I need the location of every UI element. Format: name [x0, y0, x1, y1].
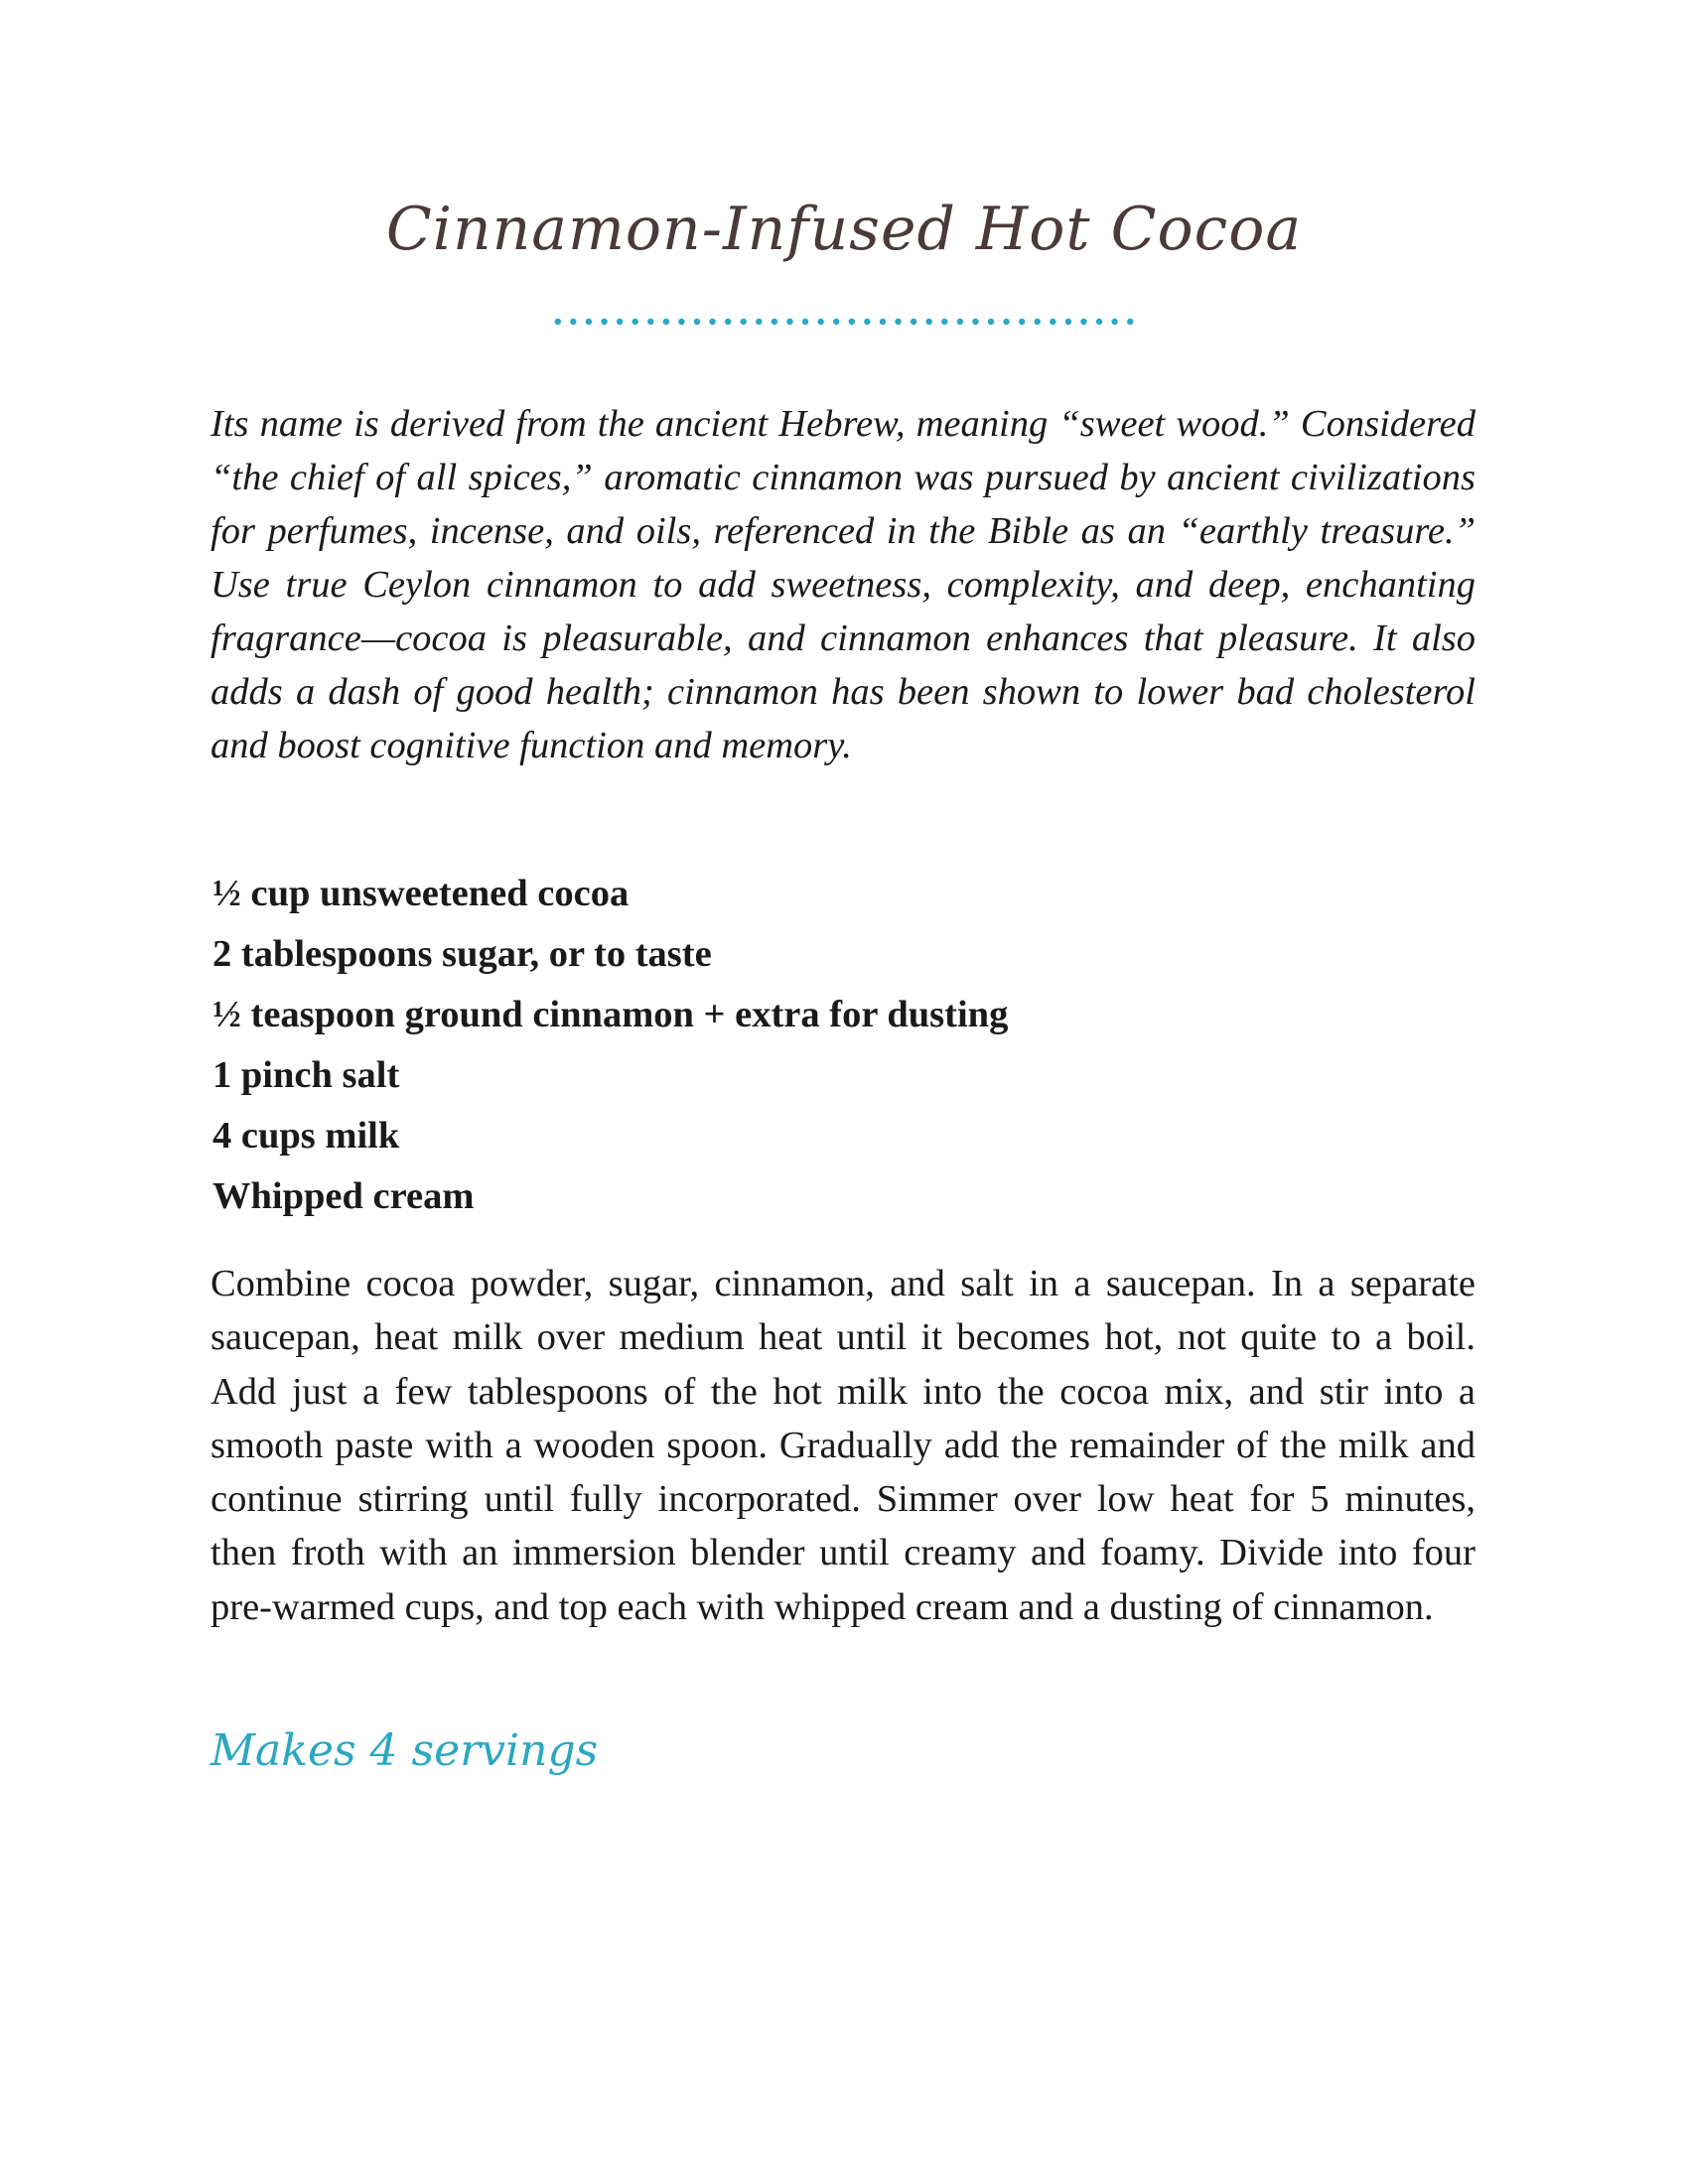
- ingredient-item: Whipped cream: [212, 1175, 475, 1217]
- divider-dot: [663, 319, 669, 325]
- divider-dot: [1111, 319, 1117, 325]
- divider-dot: [617, 319, 623, 325]
- divider-dot: [988, 319, 994, 325]
- recipe-intro: Its name is derived from the ancient Hebrew, meaning “sweet wood.” Considered “the chief of all spices,” aromatic cinnamon was pursued by ancient civilizations for perfumes, incense, and oils, referenced in the Bible as an “earthly treasure.” Use true Ceylon cinnamon to add sweetness, complexity, and deep, enchanting fragrance—cocoa is pleasurable, and cinnamon enhances that pleasure. It also adds a dash of good health; cinnamon has been shown to lower bad cholesterol and boost cognitive function and memory.: [211, 403, 1476, 766]
- divider-dot: [941, 319, 947, 325]
- divider-dot: [911, 319, 916, 325]
- divider-dot: [802, 319, 808, 325]
- divider-dot: [570, 319, 576, 325]
- ingredient-item: 2 tablespoons sugar, or to taste: [212, 933, 712, 975]
- divider-dot: [586, 319, 592, 325]
- divider-dot: [957, 319, 963, 325]
- divider-dot: [1065, 319, 1071, 325]
- divider-dot: [786, 319, 792, 325]
- recipe-method: Combine cocoa powder, sugar, cinnamon, and salt in a saucepan. In a separate saucepan, heat milk over medium heat until it becomes hot, not quite to a boil. Add just a few tablespoons of the hot milk into the cocoa mix, and stir into a smooth paste with a wooden spoon. Gradually add the remainder of the milk and continue stirring until fully incorporated. Simmer over low heat for 5 minutes, then froth with an immersion blender until creamy and foamy. Divide into four pre-warmed cups, and top each with whipped cream and a dusting of cinnamon.: [211, 1263, 1476, 1628]
- divider-dot: [725, 319, 731, 325]
- divider-dot: [1080, 319, 1086, 325]
- divider-dot: [1019, 319, 1025, 325]
- divider-dot: [678, 319, 684, 325]
- divider-dot: [694, 319, 700, 325]
- divider-dot: [772, 319, 777, 325]
- divider-dot: [817, 319, 823, 325]
- divider-dot: [1050, 319, 1055, 325]
- divider-dot: [756, 319, 762, 325]
- divider-dot: [647, 319, 653, 325]
- divider-dot: [895, 319, 901, 325]
- ingredient-list: [212, 864, 1474, 1227]
- ingredient-item: ½ cup unsweetened cocoa: [212, 873, 630, 914]
- divider-dot: [880, 319, 886, 325]
- divider-dot: [849, 319, 855, 325]
- ingredient-item: ½ teaspoon ground cinnamon + extra for dusting: [212, 994, 1009, 1035]
- servings-note: Makes 4 servings: [211, 1725, 599, 1776]
- divider-dot: [741, 319, 747, 325]
- divider-dot: [972, 319, 978, 325]
- ingredient-item: 1 pinch salt: [212, 1054, 400, 1096]
- divider-dot: [1127, 319, 1133, 325]
- divider-dot: [632, 319, 637, 325]
- divider-dot: [833, 319, 839, 325]
- ingredient-item: 4 cups milk: [212, 1115, 400, 1157]
- divider-dot: [925, 319, 931, 325]
- divider-dot: [1096, 319, 1102, 325]
- recipe-title: Cinnamon-Infused Hot Cocoa: [385, 195, 1303, 264]
- divider-dot: [864, 319, 870, 325]
- divider-dot: [709, 319, 715, 325]
- divider-dot: [1035, 319, 1041, 325]
- dotted-divider: [550, 316, 1138, 328]
- divider-dot: [555, 319, 561, 325]
- divider-dot: [601, 319, 607, 325]
- divider-dot: [1003, 319, 1009, 325]
